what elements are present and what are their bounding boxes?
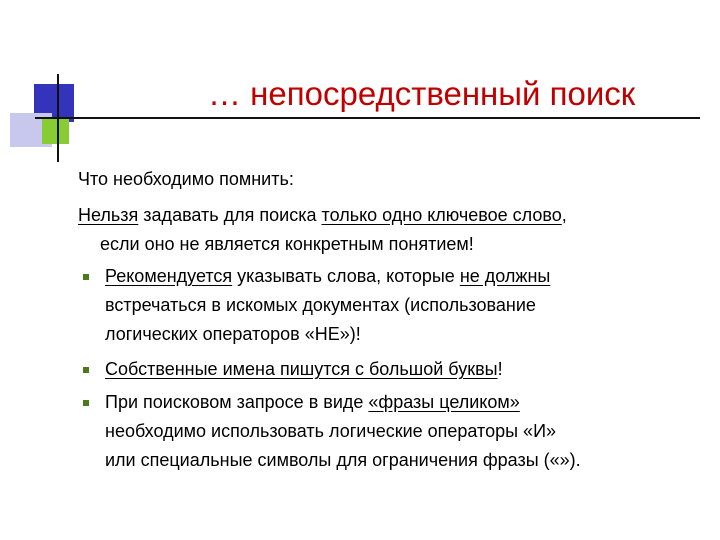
rule-line-1 [78, 205, 567, 225]
bullet3-line2: необходимо использовать логические операторы «И» [105, 421, 557, 441]
bullet3-line3: или специальные символы для ограничения фразы («»). [105, 450, 581, 470]
bullet3-t0: При поисковом запросе в виде [105, 392, 369, 412]
rule-paragraph [78, 201, 567, 259]
bullet-text-1 [105, 262, 550, 349]
rule-line-2: если оно не является конкретным понятием! [100, 234, 474, 254]
bullet2-t1: ! [497, 359, 503, 379]
rule-u1: Нельзя [78, 205, 139, 225]
square-bullet-icon [83, 367, 89, 373]
bullet-text-2 [105, 355, 503, 384]
intro-text: Что необходимо помнить: [78, 169, 294, 189]
bullet2-u1: Собственные имена пишутся с большой буквы [105, 359, 498, 379]
bullet1-line3: логических операторов «НЕ»)! [105, 324, 361, 344]
rule-t1: задавать для поиска [138, 205, 322, 225]
slide-title: … непосредственный поиск [208, 75, 636, 112]
rule-u2: только одно ключевое слово [321, 205, 562, 225]
bullet-text-3 [105, 388, 581, 475]
decorative-green-square [42, 118, 69, 144]
title-underline [35, 117, 700, 119]
bullet3-u1: «фразы целиком» [368, 392, 520, 412]
square-bullet-icon [83, 274, 89, 280]
bullet1-u1: Рекомендуется [105, 266, 233, 286]
bullet1-u2: не должны [459, 266, 551, 286]
square-bullet-icon [83, 400, 89, 406]
rule-t2: , [561, 205, 567, 225]
bullet1-line2: встречаться в искомых документах (использование [105, 295, 536, 315]
bullet1-t1: указывать слова, которые [232, 266, 460, 286]
